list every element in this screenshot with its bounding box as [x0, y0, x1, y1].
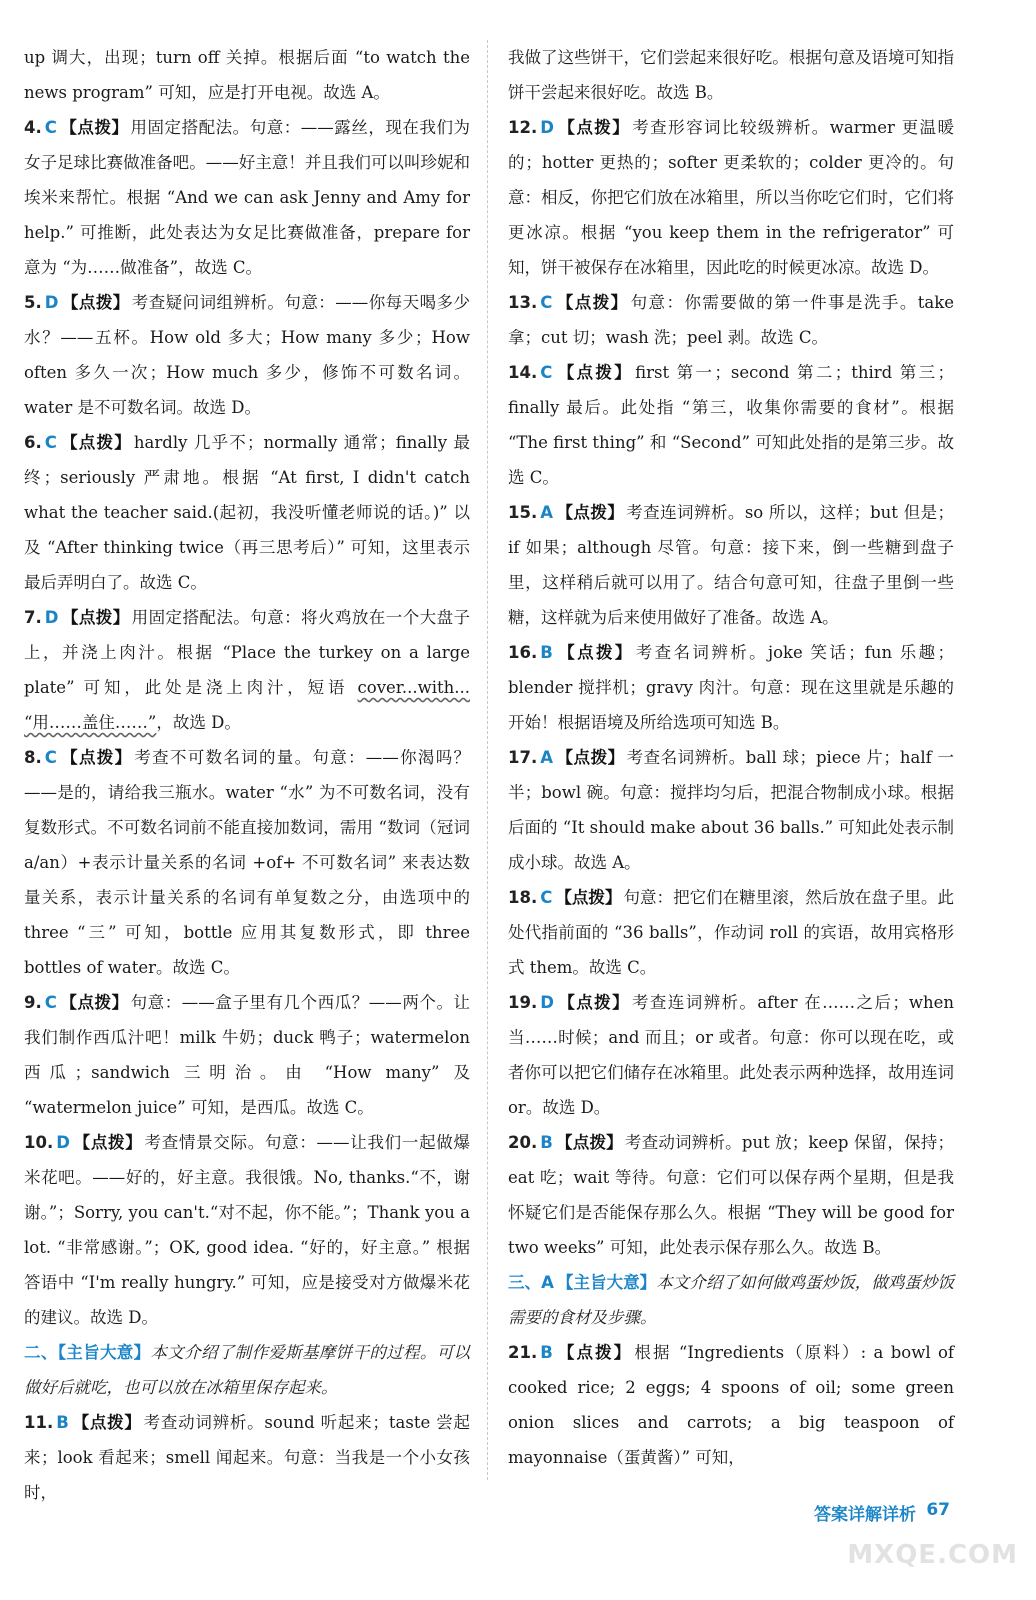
- section-tag: 【主旨大意】: [57, 1343, 151, 1362]
- explanation-text: 考查连词辨析。after 在……之后；when 当……时候；and 而且；or 或者。句意：你可以现在吃，或者你可以把它们储存在冰箱里。此处表示两种选择，故用连词 or。故选 D。: [508, 993, 954, 1117]
- item-number: 9.: [24, 993, 42, 1012]
- explanation-text: 用固定搭配法。句意：将火鸡放在一个大盘子上，并浇上肉汁。根据 “Place the turkey on a large plate” 可知，此处是浇上肉汁，短语: [24, 608, 471, 697]
- hint-tag: 【点拨】: [555, 363, 634, 382]
- item-number: 6.: [24, 433, 42, 452]
- answer-letter: C: [44, 118, 57, 137]
- right-column: [508, 40, 954, 1475]
- answer-letter: C: [540, 363, 553, 382]
- item-number: 18.: [508, 888, 538, 907]
- explanation-text: 考查名词辨析。ball 球；piece 片；half 一半；bowl 碗。句意：搅拌均匀后，把混合物制成小球。根据后面的 “It should make about 36 balls.” 可知此处表示制成小球。故选 A。: [508, 748, 955, 872]
- section-number: 二、: [24, 1343, 58, 1362]
- explanation-text-end: ，故选 D。: [156, 713, 241, 732]
- answer-letter: C: [44, 748, 57, 767]
- answer-item-18: [508, 880, 954, 985]
- explanation-text: 根据 “Ingredients（原料）: a bowl of cooked rice; 2 eggs; 4 spoons of oil; some green onion slices and carrots; a big teaspoon of mayonnaise（蛋黄酱）” 可知，: [508, 1343, 954, 1467]
- explanation-text: 句意：把它们在糖里滚，然后放在盘子里。此处代指前面的 “36 balls”，作动词 roll 的宾语，故用宾格形式 them。故选 C。: [508, 888, 955, 977]
- explanation-text: 考查不可数名词的量。句意：——你渴吗？——是的，请给我三瓶水。water “水” 为不可数名词，没有复数形式。不可数名词前不能直接加数词，需用 “数词（冠词 a/an）+表示计量关系的名词 +of+ 不可数名词” 来表达数量关系，表示计量关系的名词有单复数之分，由选项中的 three “三” 可知，bottle 应用其复数形式，即 three bottles of water。故选 C。: [24, 748, 471, 977]
- answer-item-19: [508, 985, 954, 1125]
- hint-tag: 【点拨】: [71, 1413, 142, 1432]
- hint-tag: 【点拨】: [59, 748, 133, 767]
- hint-tag: 【点拨】: [59, 433, 132, 452]
- section-number: 三、: [508, 1273, 542, 1292]
- answer-item-6: [24, 425, 470, 600]
- item-number: 20.: [508, 1133, 538, 1152]
- answer-letter: B: [540, 643, 553, 662]
- explanation-text: 考查动词辨析。put 放；keep 保留，保持；eat 吃；wait 等待。句意：它们可以保存两个星期，但是我怀疑它们是否能保存那么久。根据 “They will be good for two weeks” 可知，此处表示保存那么久。故选 B。: [508, 1133, 955, 1257]
- answer-item-7: [24, 600, 470, 740]
- item-number: 15.: [508, 503, 538, 522]
- hint-tag: 【点拨】: [555, 293, 629, 312]
- section-tag: 【主旨大意】: [556, 1273, 657, 1292]
- answer-item-21: [508, 1335, 954, 1475]
- watermark: MXQE.COM: [847, 1540, 1018, 1570]
- explanation-text: 考查疑问词组辨析。句意：——你每天喝多少水？——五杯。How old 多大；How many 多少；How often 多久一次；How much 多少，修饰不可数名词。water 是不可数名词。故选 D。: [24, 293, 471, 417]
- answer-letter: C: [540, 888, 553, 907]
- section-summary-text: 本文介绍了如何做鸡蛋炒饭，做鸡蛋炒饭需要的食材及步骤。: [508, 1273, 954, 1327]
- item-number: 4.: [24, 118, 42, 137]
- answer-item-4: [24, 110, 470, 285]
- explanation-text: 用固定搭配法。句意：——露丝，现在我们为女子足球比赛做准备吧。——好主意！并且我们可以叫珍妮和埃米来帮忙。根据 “And we can ask Jenny and Amy for help.” 可推断，此处表达为女足比赛做准备，prepare for 意为 “为……做准备”，故选 C。: [24, 118, 471, 277]
- answer-letter: D: [540, 993, 554, 1012]
- answer-letter: B: [540, 1133, 553, 1152]
- explanation-text: 考查情景交际。句意：——让我们一起做爆米花吧。——好的，好主意。我很饿。No, thanks.“不，谢谢。”；Sorry, you can't.“对不起，你不能。”；Thank you a lot. “非常感谢。”；OK, good idea. “好的，好主意。” 根据答语中 “I'm really hungry.” 可知，应是接受对方做爆米花的建议。故选 D。: [24, 1133, 471, 1327]
- explanation-text: 句意：——盒子里有几个西瓜？——两个。让我们制作西瓜汁吧！milk 牛奶；duck 鸭子；watermelon 西瓜；sandwich 三明治。由 “How many” 及 “watermelon juice” 可知，是西瓜。故选 C。: [24, 993, 471, 1117]
- answer-item-14: [508, 355, 954, 495]
- hint-tag: 【点拨】: [555, 1343, 633, 1362]
- answer-letter: D: [44, 293, 59, 312]
- hint-tag: 【点拨】: [61, 608, 130, 627]
- explanation-text: 句意：你需要做的第一件事是洗手。take 拿；cut 切；wash 洗；peel 剥。故选 C。: [508, 293, 955, 347]
- hint-tag: 【点拨】: [61, 293, 130, 312]
- answer-item-5: [24, 285, 470, 425]
- explanation-text: 考查动词辨析。sound 听起来；taste 尝起来；look 看起来；smell 闻起来。句意：当我是一个小女孩时，: [24, 1413, 470, 1502]
- left-column: [24, 40, 470, 1510]
- explanation-text: first 第一；second 第二；third 第三；finally 最后。此处指 “第三，收集你需要的食材”。根据 “The first thing” 和 “Second” 可知此处指的是第三步。故选 C。: [508, 363, 954, 487]
- explanation-text: 考查名词辨析。joke 笑话；fun 乐趣；blender 搅拌机；gravy 肉汁。句意：现在这里就是乐趣的开始！根据语境及所给选项可知选 B。: [508, 643, 954, 732]
- section-summary-text: 本文介绍了制作爱斯基摩饼干的过程。可以做好后就吃，也可以放在冰箱里保存起来。: [24, 1343, 471, 1397]
- answer-item-12: [508, 110, 954, 285]
- answer-letter: A: [540, 748, 554, 767]
- item-number: 12.: [508, 118, 538, 137]
- item-number: 17.: [508, 748, 538, 767]
- left-intro-paragraph: up 调大，出现；turn off 关掉。根据后面 “to watch the news program” 可知，应是打开电视。故选 A。: [24, 48, 470, 102]
- answer-item-11: [24, 1405, 470, 1510]
- answer-item-10: [24, 1125, 470, 1335]
- answer-letter: C: [44, 993, 57, 1012]
- answer-item-13: [508, 285, 954, 355]
- footer-label: 答案详解详析: [814, 1505, 916, 1525]
- item-number: 16.: [508, 643, 538, 662]
- answer-letter: D: [56, 1133, 70, 1152]
- hint-tag: 【点拨】: [555, 1133, 623, 1152]
- hint-tag: 【点拨】: [555, 888, 622, 907]
- answer-letter: D: [44, 608, 59, 627]
- page-number: 67: [926, 1500, 950, 1520]
- item-number: 14.: [508, 363, 538, 382]
- answer-item-17: [508, 740, 954, 880]
- hint-tag: 【点拨】: [555, 643, 634, 662]
- item-number: 19.: [508, 993, 538, 1012]
- answer-letter: B: [540, 1343, 553, 1362]
- section-answer-letter: A: [541, 1273, 554, 1292]
- hint-tag: 【点拨】: [556, 118, 631, 137]
- answer-letter: A: [540, 503, 554, 522]
- answer-letter: C: [540, 293, 553, 312]
- item-number: 13.: [508, 293, 538, 312]
- hint-tag: 【点拨】: [556, 503, 625, 522]
- answer-item-8: [24, 740, 470, 985]
- hint-tag: 【点拨】: [72, 1133, 143, 1152]
- item-number: 10.: [24, 1133, 54, 1152]
- answer-letter: C: [44, 433, 57, 452]
- hint-tag: 【点拨】: [556, 748, 625, 767]
- section-two-summary: [24, 1335, 470, 1405]
- answer-item-20: [508, 1125, 954, 1265]
- item-number: 7.: [24, 608, 42, 627]
- hint-tag: 【点拨】: [556, 993, 630, 1012]
- item-number: 11.: [24, 1413, 54, 1432]
- item-number: 8.: [24, 748, 42, 767]
- answer-letter: B: [56, 1413, 69, 1432]
- item-number: 21.: [508, 1343, 538, 1362]
- explanation-text: hardly 几乎不；normally 通常；finally 最终；seriously 严肃地。根据 “At first, I didn't catch what the teacher said.(起初，我没听懂老师说的话。)” 以及 “After thinking twice（再三思考后）” 可知，这里表示最后弄明白了。故选 C。: [24, 433, 471, 592]
- item-number: 5.: [24, 293, 42, 312]
- answer-item-15: [508, 495, 954, 635]
- answer-item-16: [508, 635, 954, 740]
- answer-item-9: [24, 985, 470, 1125]
- explanation-text: 考查形容词比较级辨析。warmer 更温暖的；hotter 更热的；softer 更柔软的；colder 更冷的。句意：相反，你把它们放在冰箱里，所以当你吃它们时，它们将更冰凉。根据 “you keep them in the refrigerator” 可知，饼干被保存在冰箱里，因此吃的时候更冰凉。故选 D。: [508, 118, 954, 277]
- hint-tag: 【点拨】: [59, 993, 129, 1012]
- right-intro-paragraph: 我做了这些饼干，它们尝起来很好吃。根据句意及语境可知指饼干尝起来很好吃。故选 B。: [508, 48, 954, 102]
- column-divider: [487, 40, 488, 1480]
- section-three-summary: [508, 1265, 954, 1335]
- hint-tag: 【点拨】: [59, 118, 129, 137]
- explanation-text: 考查连词辨析。so 所以，这样；but 但是；if 如果；although 尽管。句意：接下来，倒一些糖到盘子里，这样稍后就可以用了。结合句意可知，往盘子里倒一些糖，这样就为后来使用做好了准备。故选 A。: [508, 503, 955, 627]
- wavy-underlined-phrase: cover...with... “用……盖住……”: [24, 678, 470, 732]
- answer-letter: D: [540, 118, 554, 137]
